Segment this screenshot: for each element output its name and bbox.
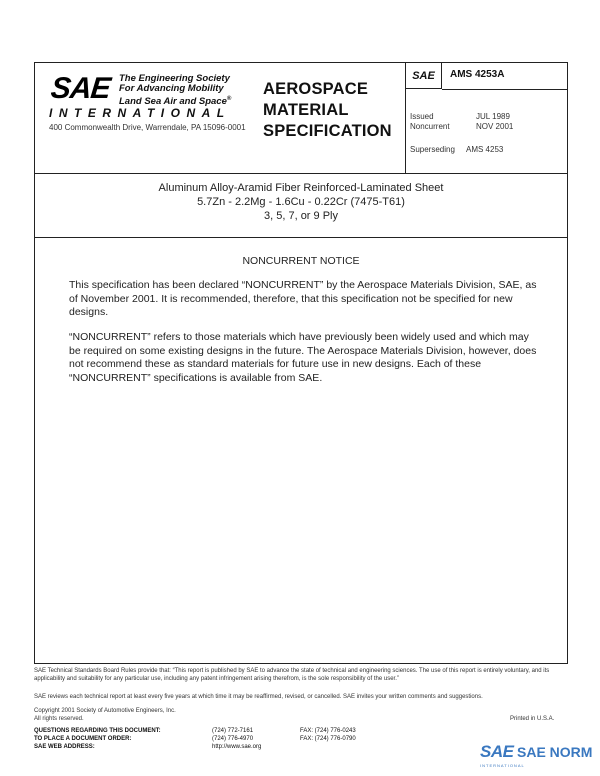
- sae-mini-logo: SAE: [406, 63, 442, 89]
- sae-norm-name: SAE NORM: [517, 744, 593, 760]
- subject-line: Aluminum Alloy-Aramid Fiber Reinforced-Laminated Sheet: [158, 182, 444, 194]
- ams-number: AMS 4253A: [450, 69, 505, 80]
- registered-mark: ®: [226, 96, 232, 102]
- sae-logo: SAE: [49, 72, 112, 105]
- society-tagline: [119, 74, 231, 107]
- title-line: AEROSPACE: [263, 80, 369, 98]
- printed-in: Printed in U.S.A.: [510, 716, 555, 722]
- notice-paragraph: “NONCURRENT” refers to those materials which have previously been widely used and which may be required on some existing designs in the future. The Aerospace Materials Division, however, does not recommend these as standard materials for future use in new designs. Each of these “NONCURRENT” specifications is available from SAE.: [69, 331, 537, 384]
- contact-label: QUESTIONS REGARDING THIS DOCUMENT:: [34, 728, 161, 734]
- tagline-line: The Engineering Society: [119, 73, 230, 84]
- title-line: MATERIAL: [263, 101, 349, 119]
- superseding-value: AMS 4253: [466, 145, 504, 154]
- footer-review: SAE reviews each technical report at least every five years at which time it may be reaffirmed, revised, or cancelled. SAE invites your written comments and suggestions.: [34, 694, 483, 700]
- contact-phone: (724) 776-4970: [212, 736, 254, 742]
- contact-fax: FAX: (724) 776-0243: [300, 728, 356, 734]
- address: 400 Commonwealth Drive, Warrendale, PA 15096-0001: [49, 123, 246, 132]
- issued-value: JUL 1989: [476, 112, 510, 121]
- title-block: [257, 63, 405, 173]
- contact-label: TO PLACE A DOCUMENT ORDER:: [34, 736, 132, 742]
- document-frame: [34, 62, 568, 664]
- logo-block: [35, 63, 257, 173]
- tagline-line: Land Sea Air and Space: [119, 96, 227, 108]
- noncurrent-label: Noncurrent: [410, 122, 450, 131]
- copyright: Copyright 2001 Society of Automotive Engineers, Inc.: [34, 708, 176, 714]
- sae-norm-sub: INTERNATIONAL: [480, 763, 525, 768]
- web-address-link[interactable]: http://www.sae.org: [212, 744, 262, 750]
- document-type-title: [263, 79, 392, 142]
- document-subject: [35, 181, 567, 223]
- subject-line: 3, 5, 7, or 9 Ply: [264, 210, 338, 222]
- contact-fax: FAX: (724) 776-0790: [300, 736, 356, 742]
- sae-norm-logo: SAE: [480, 742, 514, 761]
- subject-line: 5.7Zn - 2.2Mg - 1.6Cu - 0.22Cr (7475-T61): [197, 196, 405, 208]
- title-line: SPECIFICATION: [263, 122, 392, 140]
- divider: [35, 237, 567, 238]
- meta-block: [405, 63, 568, 173]
- tagline-line: For Advancing Mobility: [119, 83, 224, 94]
- footer-rules: SAE Technical Standards Board Rules provide that: “This report is published by SAE to advance the state of technical and engineering sciences. The use of this report is entirely voluntary, and its applicability and suitability for any particular use, including any patent infringement arising therefrom, is the sole responsibility of the user.”: [34, 668, 550, 682]
- header: [35, 63, 567, 174]
- notice-paragraph: This specification has been declared “NONCURRENT” by the Aerospace Materials Division, SAE, as of November 2001. It is recommended, therefore, that this specification not be specified for new designs.: [69, 279, 537, 318]
- notice-title: NONCURRENT NOTICE: [242, 255, 360, 267]
- issued-label: Issued: [410, 112, 434, 121]
- contact-phone: (724) 772-7161: [212, 728, 254, 734]
- divider: [442, 89, 568, 90]
- rights-reserved: All rights reserved.: [34, 716, 84, 722]
- superseding-label: Superseding: [410, 145, 455, 154]
- contact-label: SAE WEB ADDRESS:: [34, 744, 95, 750]
- international-label: INTERNATIONAL: [49, 106, 231, 120]
- noncurrent-value: NOV 2001: [476, 122, 514, 131]
